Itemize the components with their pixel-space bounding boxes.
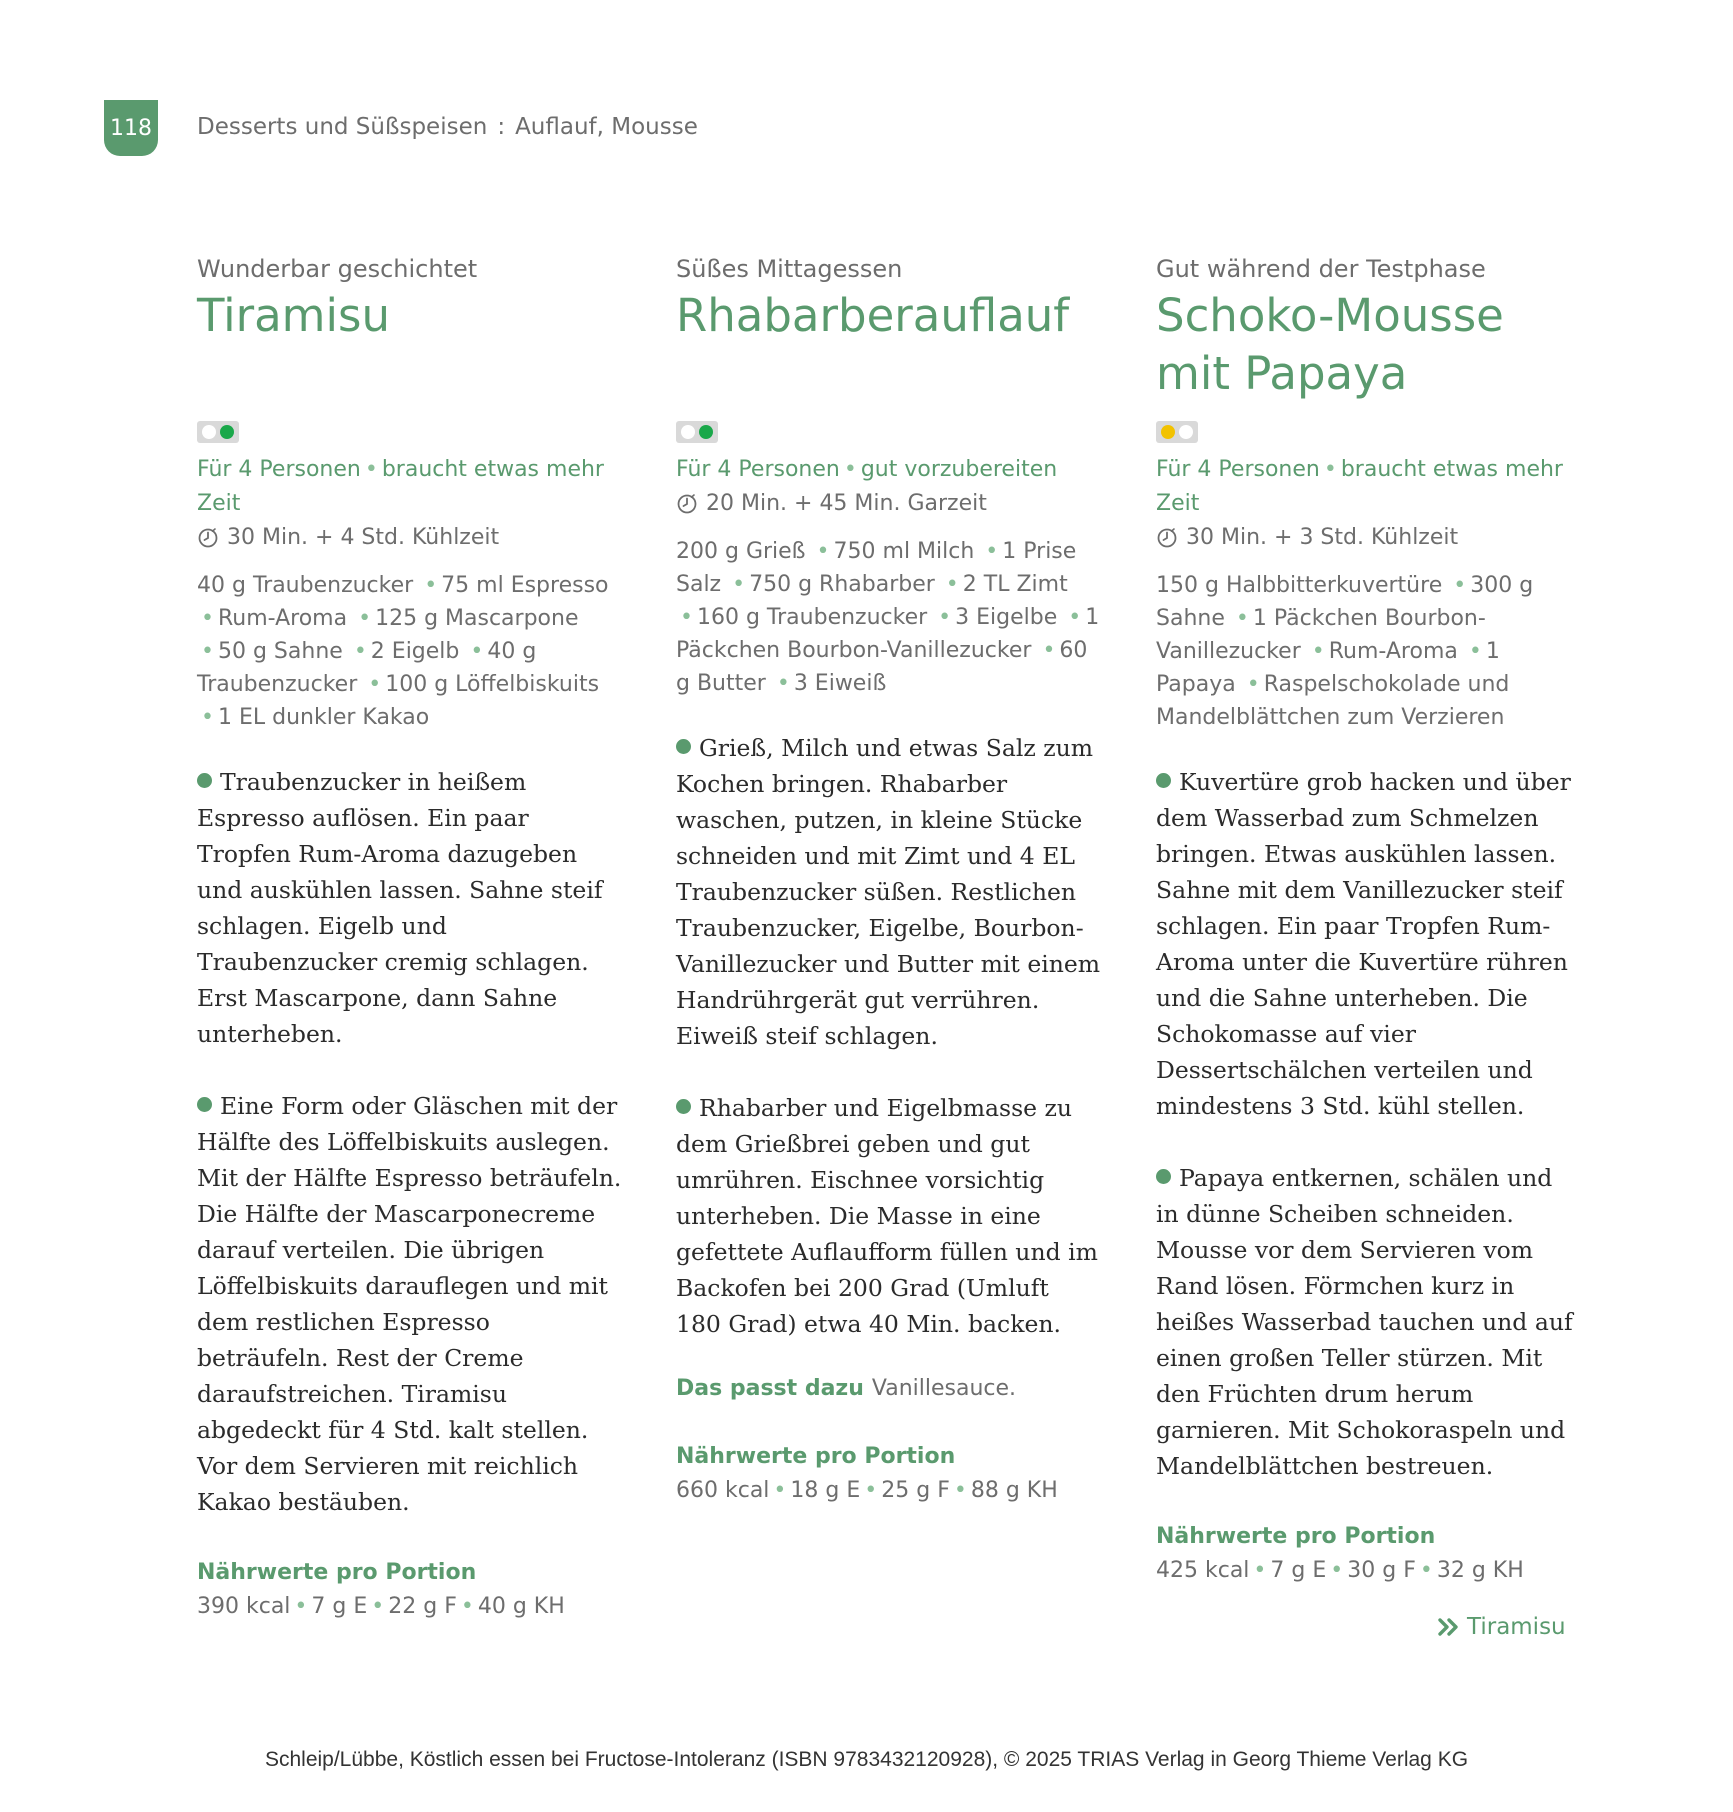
bullet-separator: • bbox=[1330, 1558, 1344, 1583]
servings-text: Für 4 Personen bbox=[197, 457, 361, 482]
ingredient: 150 g Halbbitterkuvertüre bbox=[1156, 573, 1443, 598]
ingredient: 3 Eiweiß bbox=[793, 671, 887, 696]
bullet-separator: • bbox=[945, 572, 959, 597]
servings-text: Für 4 Personen bbox=[676, 457, 840, 482]
nutrition-value: 7 g E bbox=[311, 1594, 368, 1619]
bullet-separator: • bbox=[294, 1594, 308, 1619]
difficulty-dot bbox=[1161, 425, 1175, 439]
ingredient-list bbox=[197, 569, 622, 734]
bullet-separator: • bbox=[460, 1594, 474, 1619]
ingredient: 1 EL dunkler Kakao bbox=[217, 705, 430, 730]
clock-icon bbox=[676, 493, 698, 515]
nutrition-value: 22 g F bbox=[388, 1594, 457, 1619]
recipe-heading bbox=[676, 253, 1101, 421]
ingredient: 2 TL Zimt bbox=[962, 572, 1068, 597]
bullet-separator: • bbox=[816, 539, 830, 564]
nutrition-label: Nährwerte pro Portion bbox=[197, 1560, 477, 1585]
prep-time-text: 30 Min. + 4 Std. Kühlzeit bbox=[227, 525, 500, 550]
nutrition-label: Nährwerte pro Portion bbox=[1156, 1524, 1436, 1549]
bullet-separator: • bbox=[1468, 639, 1482, 664]
prep-time bbox=[676, 487, 1101, 521]
bullet-separator: • bbox=[732, 572, 746, 597]
page-number-tab: 118 bbox=[104, 100, 158, 156]
nutrition-label: Nährwerte pro Portion bbox=[676, 1444, 956, 1469]
ingredient: 50 g Sahne bbox=[217, 639, 343, 664]
subsection-title: Auflauf, Mousse bbox=[515, 114, 698, 140]
prep-time-text: 30 Min. + 3 Std. Kühlzeit bbox=[1186, 525, 1459, 550]
recipe-kicker: Gut während der Testphase bbox=[1156, 255, 1486, 283]
copyright-footer: Schleip/Lübbe, Köstlich essen bei Fructose-Intoleranz (ISBN 9783432120928), © 2025 TRIAS Verlag in Georg Thieme Verlag KG bbox=[264, 1748, 1469, 1771]
recipe-title-line: mit Papaya bbox=[1156, 347, 1408, 400]
difficulty-indicator bbox=[1156, 421, 1198, 443]
pairing-label: Das passt dazu bbox=[676, 1376, 864, 1401]
recipe-kicker: Süßes Mittagessen bbox=[676, 255, 903, 283]
recipe-heading bbox=[197, 253, 622, 421]
ingredient-list bbox=[676, 535, 1101, 700]
nutrition-value: 40 g KH bbox=[477, 1594, 565, 1619]
ingredient: Raspelschokolade und Mandelblättchen zum Verzieren bbox=[1156, 672, 1510, 730]
bullet-separator: • bbox=[773, 1478, 787, 1503]
bullet-separator: • bbox=[1453, 573, 1467, 598]
bullet-separator: • bbox=[680, 605, 693, 630]
ingredient: 125 g Mascarpone bbox=[375, 606, 579, 631]
instruction-step bbox=[676, 730, 1101, 1054]
recipe-title bbox=[1156, 287, 1581, 403]
instruction-step bbox=[676, 1090, 1101, 1342]
effort-text: gut vorzubereiten bbox=[860, 457, 1058, 482]
bullet-separator: • bbox=[953, 1478, 967, 1503]
nutrition-values bbox=[1156, 1554, 1581, 1588]
bullet-separator: • bbox=[470, 639, 484, 664]
bullet-separator: • bbox=[1246, 672, 1260, 697]
ingredient: 2 Eigelb bbox=[370, 639, 460, 664]
nutrition-values bbox=[197, 1590, 622, 1624]
difficulty-dot bbox=[220, 425, 234, 439]
instruction-step bbox=[1156, 1160, 1581, 1484]
difficulty-dot bbox=[202, 425, 216, 439]
difficulty-dot bbox=[681, 425, 695, 439]
effort-text: braucht etwas mehr Zeit bbox=[1156, 457, 1563, 516]
instructions bbox=[1156, 764, 1581, 1484]
step-bullet-icon bbox=[1156, 773, 1171, 788]
instruction-step bbox=[197, 764, 622, 1052]
ingredient: 200 g Grieß bbox=[676, 539, 806, 564]
step-bullet-icon bbox=[197, 773, 212, 788]
prep-time-text: 20 Min. + 45 Min. Garzeit bbox=[706, 491, 987, 516]
bullet-separator: • bbox=[424, 573, 438, 598]
servings-line bbox=[676, 453, 1101, 487]
bullet-separator: • bbox=[1235, 606, 1249, 631]
bullet-separator: • bbox=[201, 606, 214, 631]
recipe-title-line: Tiramisu bbox=[197, 289, 390, 342]
step-bullet-icon bbox=[676, 739, 691, 754]
nutrition-value: 7 g E bbox=[1270, 1558, 1327, 1583]
ingredient: 1 Papaya bbox=[1156, 639, 1500, 697]
bullet-separator: • bbox=[368, 672, 382, 697]
bullet-separator: • bbox=[358, 606, 372, 631]
nutrition-value: 88 g KH bbox=[970, 1478, 1058, 1503]
instruction-text: Eine Form oder Gläschen mit der Hälfte des Löffelbiskuits auslegen. Mit der Hälfte Espresso beträufeln. Die Hälfte der Mascarponecreme darauf verteilen. Die übrigen Löffelbiskuits darauflegen und mit dem restlichen Espresso beträufeln. Rest der Creme daraufstreichen. Tiramisu abgedeckt für 4 Std. kalt stellen. Vor dem Servieren mit reichlich Kakao bestäuben. bbox=[197, 1092, 622, 1516]
step-bullet-icon bbox=[676, 1099, 691, 1114]
bullet-separator: • bbox=[864, 1478, 878, 1503]
bullet-separator: • bbox=[1323, 457, 1337, 482]
nutrition-value: 30 g F bbox=[1347, 1558, 1416, 1583]
nutrition-value: 32 g KH bbox=[1436, 1558, 1524, 1583]
ingredient-list bbox=[1156, 569, 1581, 734]
running-head bbox=[197, 114, 698, 140]
instruction-step bbox=[1156, 764, 1581, 1124]
ingredient: 100 g Löffelbiskuits bbox=[385, 672, 600, 697]
clock-icon bbox=[1156, 527, 1178, 549]
ingredient: 1 Päckchen Bourbon-Vanillezucker bbox=[1156, 606, 1486, 664]
difficulty-indicator bbox=[676, 421, 718, 443]
section-title: Desserts und Süßspeisen bbox=[197, 114, 488, 140]
bullet-separator: • bbox=[201, 705, 214, 730]
bullet-separator: • bbox=[353, 639, 367, 664]
ingredient: 60 g Butter bbox=[676, 638, 1088, 696]
bullet-separator: • bbox=[985, 539, 999, 564]
bullet-separator: • bbox=[776, 671, 790, 696]
step-bullet-icon bbox=[1156, 1169, 1171, 1184]
instruction-step bbox=[197, 1088, 622, 1520]
servings-line bbox=[197, 453, 622, 521]
cross-reference-link[interactable] bbox=[1437, 1614, 1566, 1640]
instructions bbox=[676, 730, 1101, 1342]
running-head-separator: : bbox=[497, 114, 506, 140]
prep-time bbox=[1156, 521, 1581, 555]
ingredient: 750 ml Milch bbox=[833, 539, 975, 564]
instruction-text: Papaya entkernen, schälen und in dünne Scheiben schneiden. Mousse vor dem Servieren vom Rand lösen. Förmchen kurz in heißes Wasserbad tauchen und auf einen großen Teller stürzen. Mit den Früchten drum herum garnieren. Mit Schokoraspeln und Mandelblättchen bestreuen. bbox=[1156, 1164, 1573, 1480]
bullet-separator: • bbox=[938, 605, 952, 630]
ingredient: 1 Päckchen Bourbon-Vanillezucker bbox=[676, 605, 1100, 663]
bullet-separator: • bbox=[843, 457, 857, 482]
ingredient: Rum-Aroma bbox=[1328, 639, 1458, 664]
ingredient: 300 g Sahne bbox=[1156, 573, 1534, 631]
nutrition-value: 25 g F bbox=[881, 1478, 950, 1503]
recipe-kicker: Wunderbar geschichtet bbox=[197, 255, 478, 283]
bullet-separator: • bbox=[1068, 605, 1082, 630]
bullet-separator: • bbox=[201, 639, 214, 664]
bullet-separator: • bbox=[364, 457, 378, 482]
cross-reference-label: Tiramisu bbox=[1467, 1614, 1566, 1640]
pairing-value: Vanillesauce. bbox=[871, 1376, 1017, 1401]
bullet-separator: • bbox=[371, 1594, 385, 1619]
difficulty-dot bbox=[1179, 425, 1193, 439]
recipe-title bbox=[197, 287, 622, 345]
nutrition-value: 18 g E bbox=[790, 1478, 861, 1503]
pairing-note bbox=[676, 1372, 1101, 1406]
instruction-text: Traubenzucker in heißem Espresso auflösen. Ein paar Tropfen Rum-Aroma dazugeben und auskühlen lassen. Sahne steif schlagen. Eigelb und Traubenzucker cremig schlagen. Erst Mascarpone, dann Sahne unterheben. bbox=[197, 768, 603, 1048]
servings-text: Für 4 Personen bbox=[1156, 457, 1320, 482]
difficulty-indicator bbox=[197, 421, 239, 443]
double-chevron-right-icon bbox=[1437, 1617, 1461, 1637]
bullet-separator: • bbox=[1042, 638, 1056, 663]
nutrition-value: 390 kcal bbox=[197, 1594, 291, 1619]
recipe-title bbox=[676, 287, 1101, 345]
bullet-separator: • bbox=[1253, 1558, 1267, 1583]
recipe-column bbox=[197, 253, 622, 1624]
servings-line bbox=[1156, 453, 1581, 521]
ingredient: Rum-Aroma bbox=[217, 606, 348, 631]
nutrition-values bbox=[676, 1474, 1101, 1508]
nutrition-value: 425 kcal bbox=[1156, 1558, 1250, 1583]
bullet-separator: • bbox=[1311, 639, 1325, 664]
instruction-text: Grieß, Milch und etwas Salz zum Kochen bringen. Rhabarber waschen, putzen, in kleine Stücke schneiden und mit Zimt und 4 EL Traubenzucker süßen. Restlichen Traubenzucker, Eigelbe, Bourbon-Vanillezucker und Butter mit einem Handrührgerät gut verrühren. Eiweiß steif schlagen. bbox=[676, 734, 1101, 1050]
ingredient: 40 g Traubenzucker bbox=[197, 639, 537, 697]
recipe-heading bbox=[1156, 253, 1581, 421]
clock-icon bbox=[197, 527, 219, 549]
instruction-text: Kuvertüre grob hacken und über dem Wasserbad zum Schmelzen bringen. Etwas auskühlen lassen. Sahne mit dem Vanillezucker steif schlagen. Ein paar Tropfen Rum-Aroma unter die Kuvertüre rühren und die Sahne unterheben. Die Schokomasse auf vier Dessertschälchen verteilen und mindestens 3 Std. kühl stellen. bbox=[1156, 768, 1571, 1120]
ingredient: 750 g Rhabarber bbox=[749, 572, 935, 597]
difficulty-dot bbox=[699, 425, 713, 439]
ingredient: 3 Eigelbe bbox=[955, 605, 1058, 630]
instructions bbox=[197, 764, 622, 1520]
ingredient: 160 g Traubenzucker bbox=[696, 605, 928, 630]
step-bullet-icon bbox=[197, 1097, 212, 1112]
instruction-text: Rhabarber und Eigelbmasse zu dem Grießbrei geben und gut umrühren. Eischnee vorsichtig unterheben. Die Masse in eine gefettete Auflaufform füllen und im Backofen bei 200 Grad (Umluft 180 Grad) etwa 40 Min. backen. bbox=[676, 1094, 1098, 1338]
nutrition-value: 660 kcal bbox=[676, 1478, 770, 1503]
bullet-separator: • bbox=[1419, 1558, 1433, 1583]
effort-text: braucht etwas mehr Zeit bbox=[197, 457, 604, 516]
recipe-title-line: Schoko-Mousse bbox=[1156, 289, 1504, 342]
recipe-column bbox=[676, 253, 1101, 1508]
recipe-column bbox=[1156, 253, 1581, 1588]
recipe-title-line: Rhabarberauflauf bbox=[676, 289, 1070, 342]
ingredient: 1 Prise Salz bbox=[676, 539, 1077, 597]
prep-time bbox=[197, 521, 622, 555]
ingredient: 75 ml Espresso bbox=[441, 573, 609, 598]
ingredient: 40 g Traubenzucker bbox=[197, 573, 414, 598]
